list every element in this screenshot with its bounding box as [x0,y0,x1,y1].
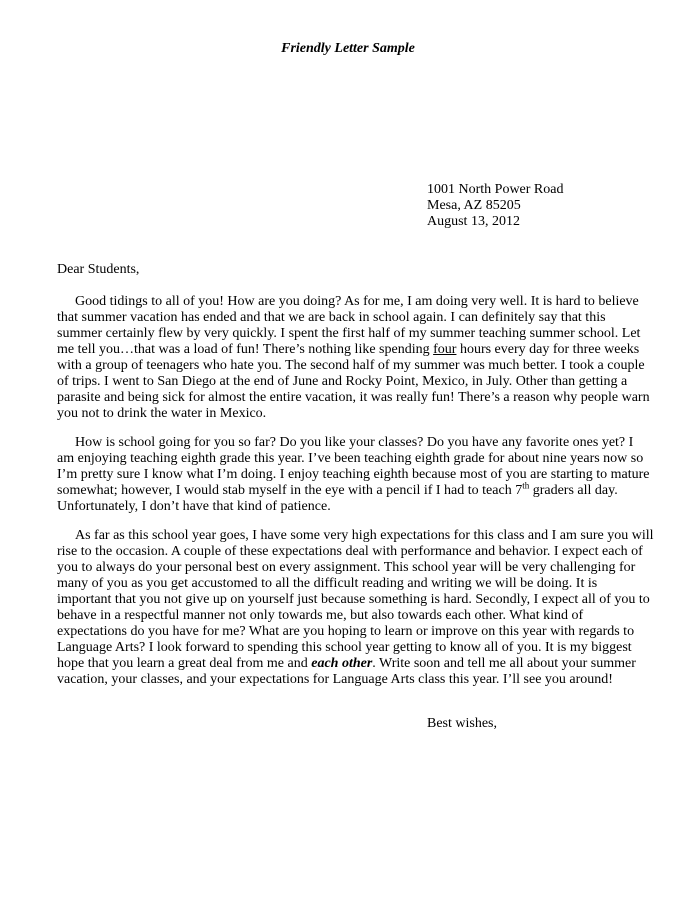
paragraph-line: you not to drink the water in Mexico. [57,406,267,421]
text-run: hours every day for three weeks [456,342,640,357]
paragraph-line: parasite and being sick for almost the entire vacation, it was really fun! There’s a reason why people warn [57,390,650,405]
text-run: graders all day. [529,483,618,498]
paragraph-line: As far as this school year goes, I have some very high expectations for this class and I am sure you will [75,528,654,543]
paragraph-line: behave in a respectful manner not only towards me, but also towards each other. What kind of [57,608,584,623]
text-run: hope that you learn a great deal from me and [57,656,312,671]
paragraph-line: you to always do your personal best on every assignment. This school year will be very challenging for [57,560,636,575]
paragraph-1 [57,294,650,422]
text-run: somewhat; however, I would stab myself in the eye with a pencil if I had to teach 7 [57,483,523,498]
document-title: Friendly Letter Sample [281,41,415,56]
paragraph-line: of trips. I went to San Diego at the end of June and Rocky Point, Mexico, in July. Other than getting a [57,374,628,389]
paragraph-line: rise to the occasion. A couple of these expectations deal with performance and behavior. I expect each of [57,544,643,559]
paragraph-line: How is school going for you so far? Do you like your classes? Do you have any favorite ones yet? I [75,435,634,450]
sender-address-block [427,182,564,230]
text-run: me tell you…that was a load of fun! There’s nothing like spending [57,342,434,357]
salutation: Dear Students, [57,262,140,277]
underlined-word: four [433,342,457,357]
paragraph-3 [57,528,654,688]
paragraph-line: Language Arts? I look forward to spending this school year getting to know all of you. It is my biggest [57,640,632,655]
paragraph-line: vacation, your classes, and your expectations for Language Arts class this year. I’ll see you around! [57,672,613,687]
paragraph-line: summer certainly flew by very quickly. I spent the first half of my summer teaching summer school. Let [57,326,641,341]
letter-date: August 13, 2012 [427,214,520,229]
paragraph-line [57,656,643,672]
paragraph-line: Unfortunately, I don’t have that kind of patience. [57,499,331,514]
address-street: 1001 North Power Road [427,182,564,197]
paragraph-line: important that you not give up on yourself just because something is hard. Secondly, I expect all of you to [57,592,650,607]
emphasized-phrase: each other [311,656,373,671]
paragraph-line: am enjoying teaching eighth grade this year. I’ve been teaching eighth grade for about nine years now so [57,451,644,466]
paragraph-line [57,342,643,358]
paragraph-line: with a group of teenagers who hate you. The second half of my summer was much better. I took a couple [57,358,645,373]
text-run: . Write soon and tell me all about your summer [372,656,636,671]
paragraph-line: many of you as you get accustomed to all the difficult reading and writing we will be doing. It is [57,576,598,591]
paragraph-line [57,480,643,499]
superscript-th: th [522,480,530,491]
address-city-state-zip: Mesa, AZ 85205 [427,198,521,213]
paragraph-2 [57,435,650,515]
closing-signoff: Best wishes, [427,716,497,731]
paragraph-line: Good tidings to all of you! How are you doing? As for me, I am doing very well. It is hard to believe [75,294,639,309]
paragraph-line: expectations do you have for me? What are you hoping to learn or improve on this year with regards to [57,624,635,639]
paragraph-line: that summer vacation has ended and that we are back in school again. I can definitely say that this [57,310,606,325]
paragraph-line: I’m pretty sure I know what I’m doing. I enjoy teaching eighth because most of you are starting to mature [57,467,650,482]
